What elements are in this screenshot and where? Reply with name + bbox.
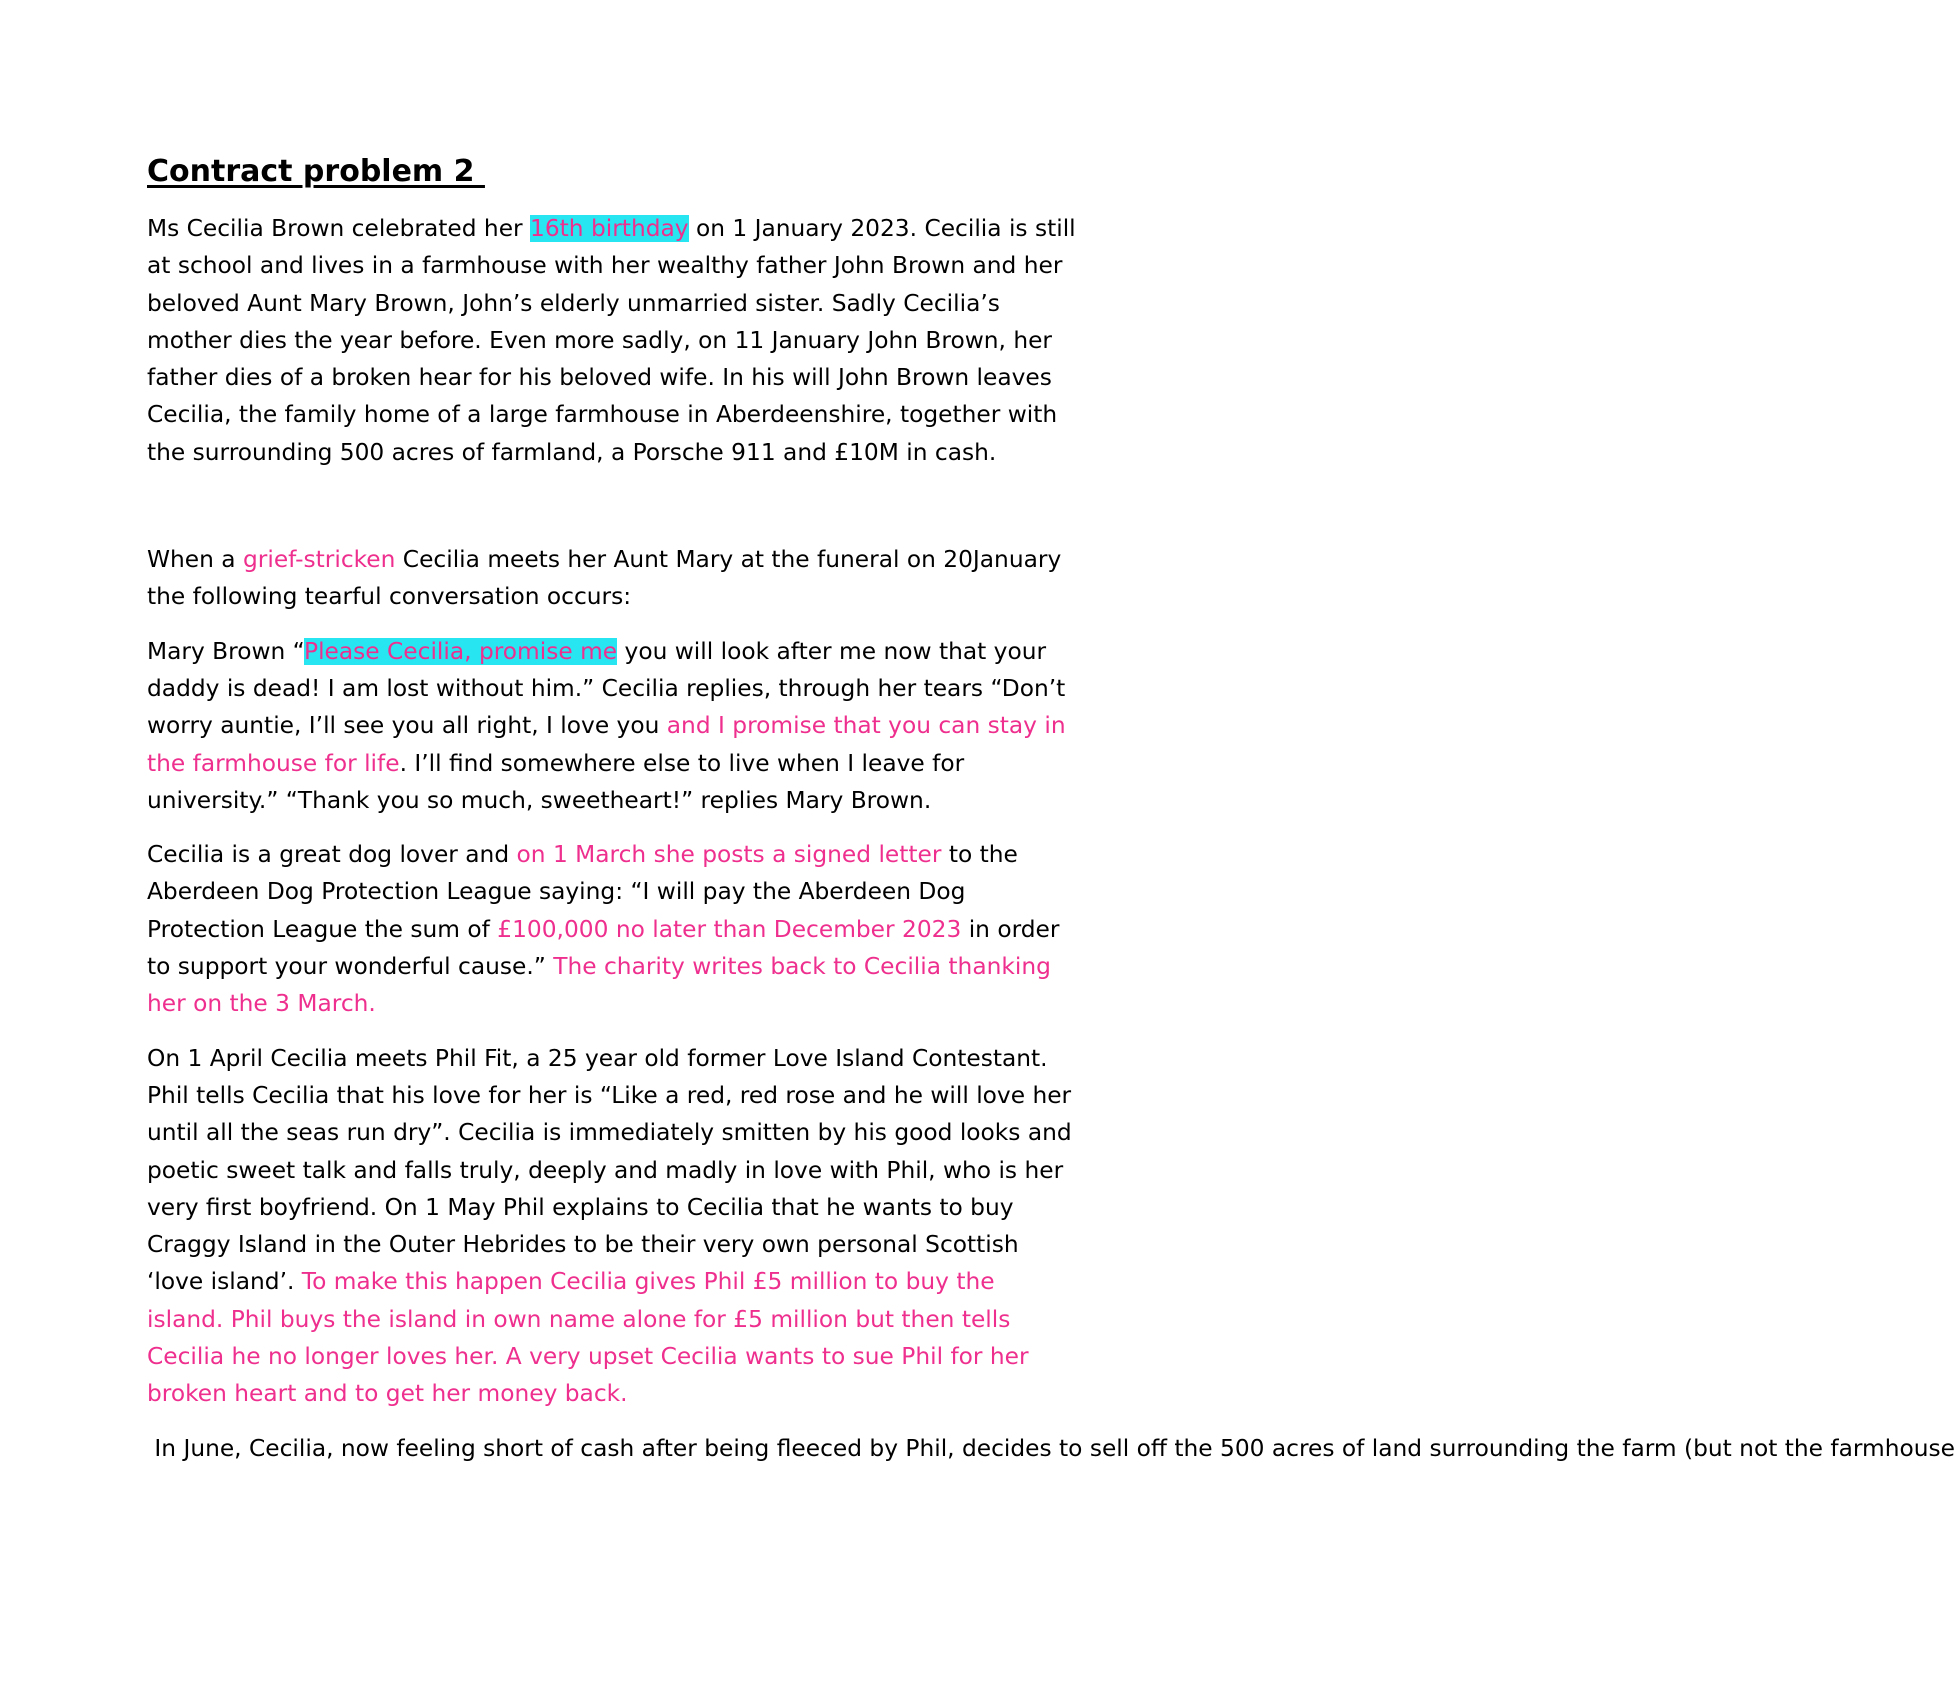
highlighted-text: Please Cecilia, promise me [304, 637, 618, 665]
emphasized-text: grief-stricken [243, 546, 396, 574]
document-body [147, 148, 1955, 1484]
emphasized-text: To make this happen Cecilia gives Phil £5 million to buy the island. Phil buys the island in own name alone for £5 million but then tells Cecilia he no longer loves her. A very upset Cecilia wants to sue Phil for her broken heart and to get her money back. [147, 1268, 1029, 1408]
paragraph-text: In June, Cecilia, now feeling short of cash after being fleeced by Phil, decides to sell off the 500 acres of land surrounding the farm (but not the farmhouse [147, 1434, 1955, 1462]
emphasized-text: £100,000 no later than December 2023 [497, 915, 962, 943]
paragraph-list [147, 210, 1955, 1467]
paragraph-text: Cecilia is a great dog lover and [147, 841, 517, 869]
paragraph [147, 541, 1077, 616]
paragraph-text: On 1 April Cecilia meets Phil Fit, a 25 year old former Love Island Contestant. Phil tells Cecilia that his love for her is “Like a red, red rose and he will love her until all the seas run dry”. Cecilia is immediately smitten by his good looks and poetic sweet talk and falls truly, deeply and madly in love with Phil, who is her very first boyfriend. On 1 May Phil explains to Cecilia that he wants to buy Craggy Island in the Outer Hebrides to be their very own personal Scottish ‘love island’. [147, 1044, 1072, 1296]
emphasized-text: and I promise that you can stay in the farmhouse for life [147, 712, 1066, 777]
paragraph-text: . I’ll find somewhere else to live when I leave for university.” “Thank you so much, sweetheart!” replies Mary Brown. [147, 749, 965, 814]
paragraph [147, 1430, 1955, 1467]
paragraph-text: in order to support your wonderful cause.” [147, 915, 1060, 981]
paragraph-text: Cecilia meets her Aunt Mary at the funeral on 20January the following tearful conversation occurs: [147, 546, 1062, 611]
paragraph [147, 210, 1077, 471]
paragraph-text: to the Aberdeen Dog Protection League saying: “I will pay the Aberdeen Dog Protection League the sum of [147, 841, 1018, 943]
emphasized-text: The charity writes back to Cecilia thanking her on the 3 March. [147, 953, 1051, 1018]
paragraph-text: Ms Cecilia Brown celebrated her [147, 215, 531, 242]
paragraph [147, 836, 1077, 1022]
paragraph-text: you will look after me now that your daddy is dead! I am lost without him.” Cecilia replies, through her tears “Don’t worry auntie, I’ll see you all right, I love you [147, 637, 1066, 740]
document-title: Contract problem 2 [147, 154, 485, 189]
paragraph [147, 1040, 1077, 1413]
highlighted-text: 16th birthday [530, 215, 689, 242]
paragraph-text: on 1 January 2023. Cecilia is still at school and lives in a farmhouse with her wealthy father John Brown and her beloved Aunt Mary Brown, John’s elderly unmarried sister. Sadly Cecilia’s mother dies the year before. Even more sadly, on 11 January John Brown, her father dies of a broken hear for his beloved wife. In his will John Brown leaves Cecilia, the family home of a large farmhouse in Aberdeenshire, together with the surrounding 500 acres of farmland, a Porsche 911 and £10M in cash. [147, 215, 1076, 466]
paragraph-text: Mary Brown “ [147, 637, 305, 665]
emphasized-text: on 1 March she posts a signed letter [516, 841, 942, 869]
paragraph-text: When a [147, 546, 243, 574]
paragraph [147, 633, 1077, 819]
